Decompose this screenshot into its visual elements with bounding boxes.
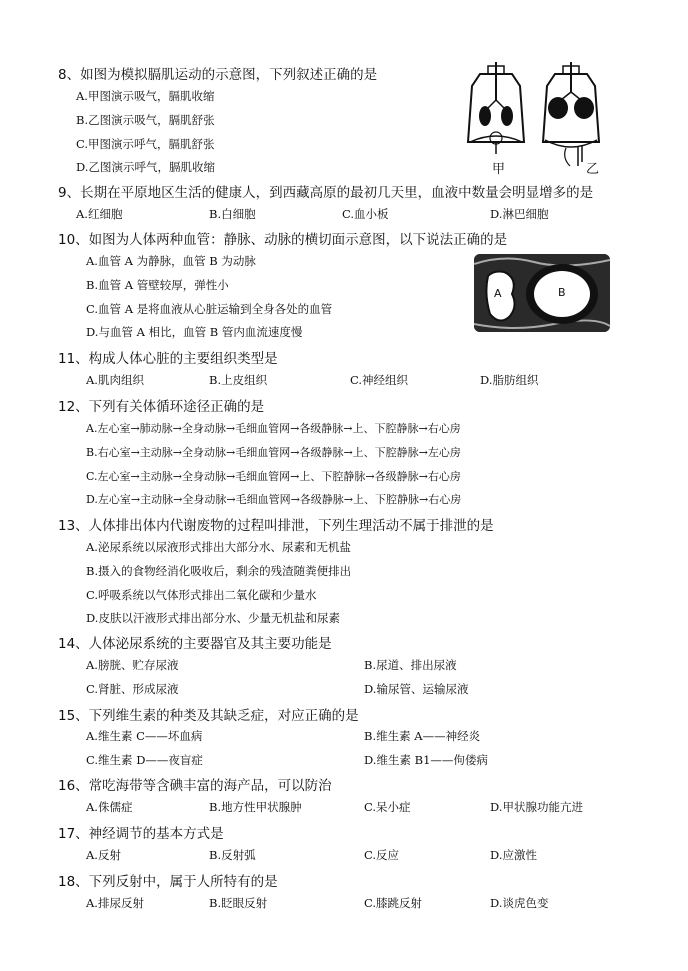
q15-option-a: A.维生素 C——坏血病 bbox=[86, 729, 203, 743]
q17-option-a: A.反射 bbox=[86, 848, 121, 862]
q15-option-d: D.维生素 B1——佝偻病 bbox=[364, 753, 488, 767]
q14-option-c: C.肾脏、形成尿液 bbox=[86, 682, 179, 696]
figure-label-yi: 乙 bbox=[586, 162, 600, 177]
q14-stem: 14、人体泌尿系统的主要器官及其主要功能是 bbox=[58, 636, 332, 652]
q12-option-b: B.右心室→主动脉→全身动脉→毛细血管网→各级静脉→上、下腔静脉→左心房 bbox=[86, 446, 461, 459]
q10-option-d: D.与血管 A 相比，血管 B 管内血流速度慢 bbox=[86, 325, 303, 339]
vessel-label-a: A bbox=[494, 287, 502, 300]
q17-option-c: C.反应 bbox=[364, 848, 400, 862]
q9-option-c: C.血小板 bbox=[342, 207, 389, 221]
q8-option-c: C.甲图演示呼气，膈肌舒张 bbox=[76, 137, 215, 151]
q17-stem: 17、神经调节的基本方式是 bbox=[58, 826, 224, 842]
figure-label-jia: 甲 bbox=[492, 162, 506, 177]
q10-stem: 10、如图为人体两种血管：静脉、动脉的横切面示意图，以下说法正确的是 bbox=[58, 232, 508, 248]
q13-option-b: B.摄入的食物经消化吸收后，剩余的残渣随粪便排出 bbox=[86, 564, 352, 578]
q8-option-a: A.甲图演示吸气，膈肌收缩 bbox=[76, 89, 215, 103]
vessel-label-b: B bbox=[558, 286, 566, 299]
q9-option-b: B.白细胞 bbox=[209, 207, 256, 221]
q16-option-a: A.侏儒症 bbox=[86, 800, 133, 814]
q11-option-a: A.肌肉组织 bbox=[86, 373, 144, 387]
q13-option-c: C.呼吸系统以气体形式排出二氧化碳和少量水 bbox=[86, 588, 317, 602]
q14-option-a: A.膀胱、贮存尿液 bbox=[86, 658, 179, 672]
q18-option-c: C.膝跳反射 bbox=[364, 896, 423, 910]
q9-option-d: D.淋巴细胞 bbox=[490, 207, 549, 221]
q18-option-a: A.排尿反射 bbox=[86, 896, 144, 910]
q13-stem: 13、人体排出体内代谢废物的过程叫排泄，下列生理活动不属于排泄的是 bbox=[58, 518, 494, 534]
q12-option-d: D.左心室→主动脉→全身动脉→毛细血管网→各级静脉→上、下腔静脉→右心房 bbox=[86, 493, 462, 506]
q16-option-d: D.甲状腺功能亢进 bbox=[490, 800, 583, 814]
q13-option-a: A.泌尿系统以尿液形式排出大部分水、尿素和无机盐 bbox=[86, 540, 351, 554]
q10-option-c: C.血管 A 是将血液从心脏运输到全身各处的血管 bbox=[86, 302, 333, 316]
q18-option-d: D.谈虎色变 bbox=[490, 896, 549, 910]
q12-stem: 12、下列有关体循环途径正确的是 bbox=[58, 399, 265, 415]
q15-option-c: C.维生素 D——夜盲症 bbox=[86, 753, 203, 767]
q12-option-a: A.左心室→肺动脉→全身动脉→毛细血管网→各级静脉→上、下腔静脉→右心房 bbox=[86, 422, 461, 435]
q11-option-d: D.脂肪组织 bbox=[480, 373, 539, 387]
q11-option-c: C.神经组织 bbox=[350, 373, 409, 387]
diaphragm-model-figure bbox=[466, 62, 616, 182]
q11-stem: 11、构成人体心脏的主要组织类型是 bbox=[58, 351, 278, 367]
q15-option-b: B.维生素 A——神经炎 bbox=[364, 729, 481, 743]
q18-option-b: B.眨眼反射 bbox=[209, 896, 268, 910]
q12-option-c: C.左心室→主动脉→全身动脉→毛细血管网→上、下腔静脉→各级静脉→右心房 bbox=[86, 470, 461, 483]
q13-option-d: D.皮肤以汗液形式排出部分水、少量无机盐和尿素 bbox=[86, 611, 340, 625]
blood-vessel-figure bbox=[474, 254, 610, 332]
q17-option-d: D.应激性 bbox=[490, 848, 537, 862]
q8-stem: 8、如图为模拟膈肌运动的示意图，下列叙述正确的是 bbox=[58, 67, 378, 83]
q11-option-b: B.上皮组织 bbox=[209, 373, 268, 387]
q16-stem: 16、常吃海带等含碘丰富的海产品，可以防治 bbox=[58, 778, 332, 794]
q17-option-b: B.反射弧 bbox=[209, 848, 256, 862]
q10-option-a: A.血管 A 为静脉，血管 B 为动脉 bbox=[86, 254, 256, 268]
q14-option-b: B.尿道、排出尿液 bbox=[364, 658, 457, 672]
q14-option-d: D.输尿管、运输尿液 bbox=[364, 682, 469, 696]
q16-option-c: C.呆小症 bbox=[364, 800, 411, 814]
q9-stem: 9、长期在平原地区生活的健康人，到西藏高原的最初几天里，血液中数量会明显增多的是 bbox=[58, 185, 594, 201]
q10-option-b: B.血管 A 管壁较厚，弹性小 bbox=[86, 278, 229, 292]
q16-option-b: B.地方性甲状腺肿 bbox=[209, 800, 302, 814]
q8-option-b: B.乙图演示吸气，膈肌舒张 bbox=[76, 113, 215, 127]
q9-option-a: A.红细胞 bbox=[76, 207, 123, 221]
q18-stem: 18、下列反射中，属于人所特有的是 bbox=[58, 874, 278, 890]
q15-stem: 15、下列维生素的种类及其缺乏症，对应正确的是 bbox=[58, 708, 359, 724]
q8-option-d: D.乙图演示呼气，膈肌收缩 bbox=[76, 160, 215, 174]
